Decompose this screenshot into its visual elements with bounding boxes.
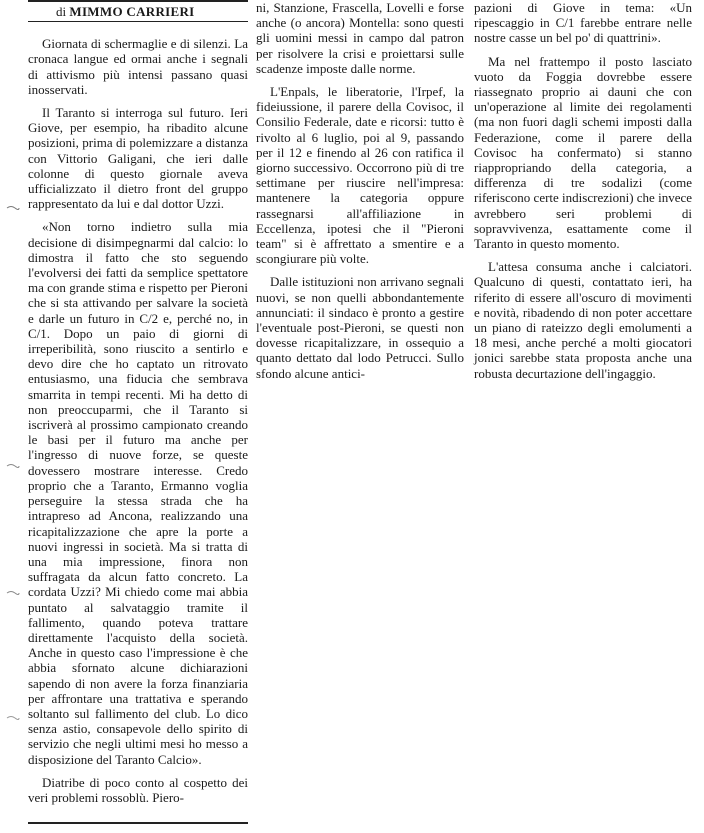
- margin-scribble-icon: [6, 205, 20, 211]
- column-1-bottom-rule: [28, 822, 248, 824]
- byline-author: MIMMO CARRIERI: [69, 4, 195, 19]
- article-paragraph: Diatribe di poco conto al cospetto dei veri problemi rossoblù. Piero-: [28, 774, 248, 805]
- article-paragraph: L'Enpals, le liberatorie, l'Irpef, la fideiussione, il parere della Covisoc, il Consilio Federale, date e ricorsi: tutto è rivolto al 6 luglio, poi al 9, passando per il 12 e finendo al 26 con ratifica il giorno successivo. Occorrono più di tre settimane per riuscire nell'impresa: mantenere la categoria oppure rassegnarsi all'affiliazione in Eccellenza, ipotesi che il "Pieroni team" si è affrettato a smentire e a scongiurare più volte.: [256, 84, 464, 267]
- article-paragraph: Giornata di schermaglie e di silenzi. La cronaca langue ed ormai anche i segnali di attivismo più intensi passano quasi inosservati.: [28, 36, 248, 97]
- article-paragraph: ni, Stanzione, Frascella, Lovelli e forse anche (o ancora) Montella: sono questi gli uomini messi in campo dal patron per risolvere la crisi e proiettarsi sulle scadenze imposte dalle norme.: [256, 0, 464, 76]
- article-paragraph: Ma nel frattempo il posto lasciato vuoto da Foggia dovrebbe essere riassegnato proprio ai dauni che con un'operazione al limite dei regolamenti (ma non fuori dagli schemi imposti dalla Federazione, come il parere della Covisoc ha confermato) si stanno riappropriando della categoria, a differenza di tre sodalizi (come riferiscono certe indiscrezioni) che invece avrebbero seri problemi di sopravvivenza, esattamente come il Taranto in questo momento.: [474, 53, 692, 252]
- margin-scribble-icon: [6, 463, 20, 469]
- article-paragraph: pazioni di Giove in tema: «Un ripescaggio in C/1 farebbe entrare nelle nostre casse un bel po' di quattrini».: [474, 0, 692, 46]
- column-1: [28, 0, 248, 805]
- article-paragraph: Dalle istituzioni non arrivano segnali nuovi, se non quelli abbondantemente annunciati: il sindaco è pronto a gestire l'eventuale post-Pieroni, se questi non dovesse ricapitalizzare, in ossequio a quanto dettato dal lodo Petrucci. Sullo sfondo alcune antici-: [256, 274, 464, 381]
- margin-scribble-icon: [6, 590, 20, 596]
- article-paragraph: «Non torno indietro sulla mia decisione di disimpegnarmi dal calcio: lo dimostra il fatto che sto seguendo l'evolversi dei fatti da semplice spettatore ma con grande stima e rispetto per Pieroni che si sta attivando per salvare la società e darle un futuro in C/2 e, perché no, in C/1. Dopo un paio di giorni di irreperibilità, sono riuscito a sentirlo e devo dire che ho captato un ritrovato entusiasmo, una fiducia che sembrava smarrita in tempi recenti. Mi ha detto di non preoccuparmi, che il Taranto si iscriverà al prossimo campionato creando le basi per il futuro ma anche per l'ingresso di nuove forze, se queste dovessero mostrare interesse. Credo proprio che a Taranto, Ermanno voglia perseguire la stessa strada che ha intrapreso ad Ancona, realizzando una ricapitalizzazione che apre la porte a nuovi ingressi in società. Ma si tratta di una mia impressione, finora non suffragata da alcun fatto concreto. La cordata Uzzi? Mi chiedo come mai abbia puntato al salvataggio tramite il fallimento, quando poteva trattare direttamente l'acquisto della società. Anche in questo caso l'impressione è che abbia sfornato alcune dichiarazioni sapendo di non avere la forza finanziaria per affrontare una trattativa e sperando soltanto sul fallimento del club. Lo dico senza astio, consapevole dello spirito di servizio che negli ultimi mesi ho messo a disposizione del Taranto Calcio».: [28, 219, 248, 767]
- article-paragraph: L'attesa consuma anche i calciatori. Qualcuno di questi, contattato ieri, ha riferito di essere all'oscuro di movimenti e novità, ribadendo di non poter accettare un piano di rateizzo degli emolumenti a 18 mesi, anche perché a molti giocatori jonici sarebbe stata proposta anche una robusta decurtazione dell'ingaggio.: [474, 259, 692, 381]
- byline-prefix: di: [56, 4, 67, 19]
- margin-scribble-icon: [6, 715, 20, 721]
- column-3: [474, 0, 692, 381]
- byline: [28, 0, 248, 22]
- article-paragraph: Il Taranto si interroga sul futuro. Ieri Giove, per esempio, ha ribadito alcune posizioni, prima di polemizzare a distanza con Vittorio Galigani, che ieri dalle colonne di questo giornale aveva ufficializzato il dietro front del gruppo rappresentato da lui e dal dottor Uzzi.: [28, 105, 248, 212]
- column-2: [256, 0, 464, 381]
